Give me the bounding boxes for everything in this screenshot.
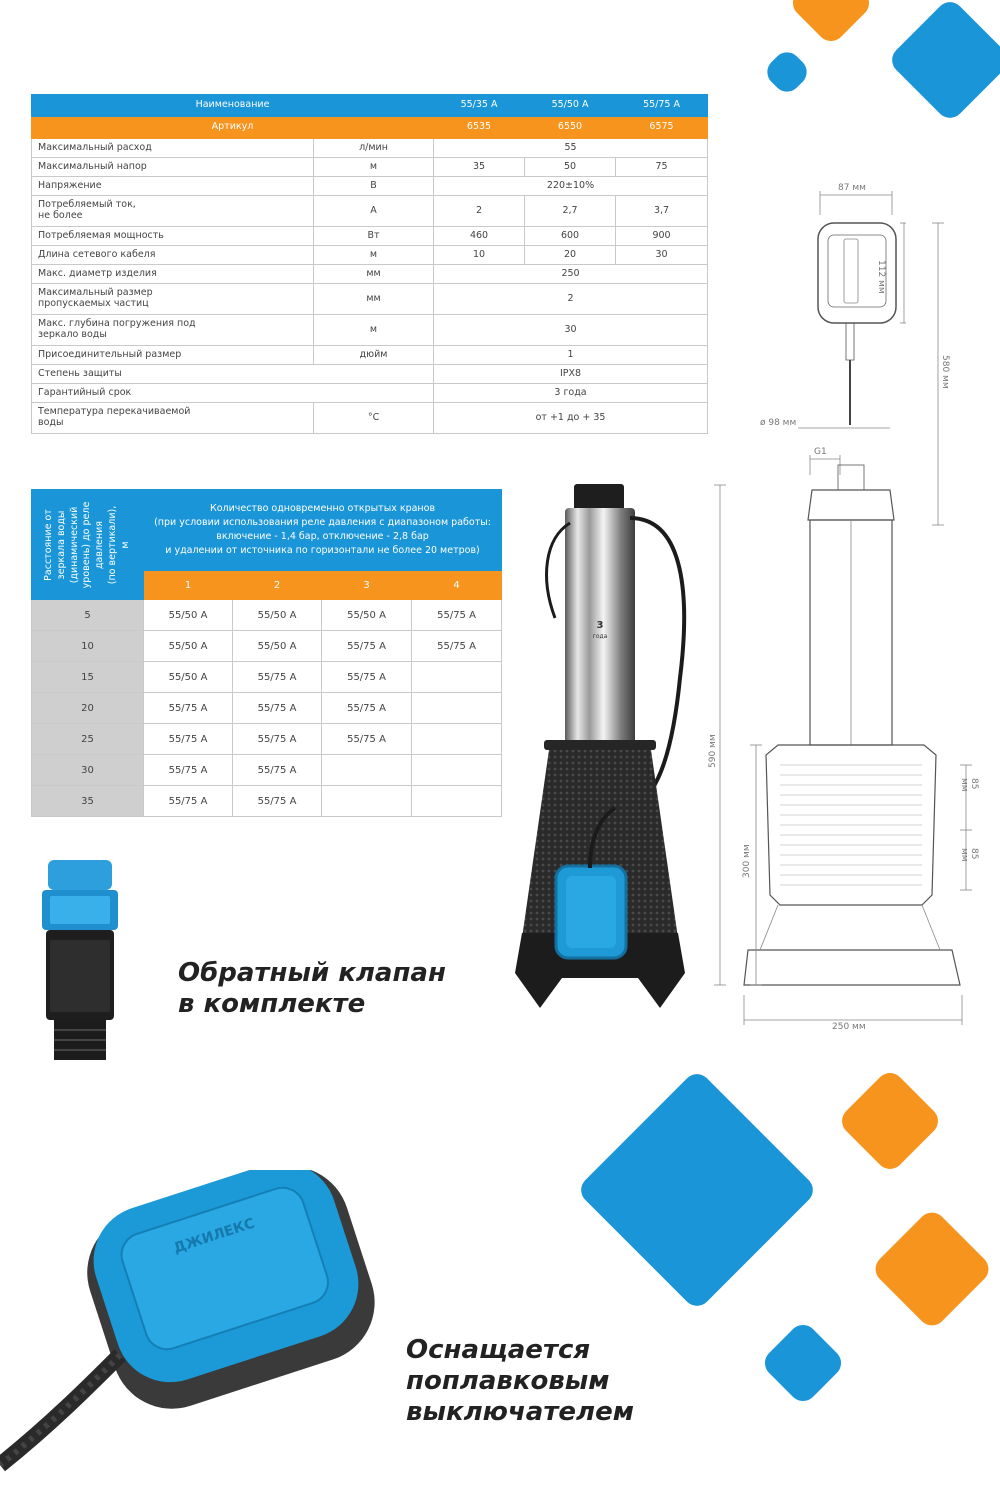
- dim-float-width: 87 мм: [838, 183, 866, 193]
- spec-value: 50: [525, 158, 616, 177]
- spec-row-warranty: [32, 384, 708, 403]
- model-cell: [412, 662, 502, 693]
- distance-header-line: Расстояние от: [42, 508, 54, 581]
- spec-param: Степень защиты: [32, 365, 434, 384]
- spec-param-line: воды: [38, 417, 64, 428]
- spec-value: от +1 до + 35: [434, 403, 708, 434]
- spec-unit: м: [314, 246, 434, 265]
- spec-value: 600: [525, 227, 616, 246]
- distance-value: 20: [32, 693, 144, 724]
- distance-header-line: (динамический: [68, 506, 80, 583]
- distance-header-line: (по вертикали),: [106, 505, 118, 584]
- model-cell: [322, 755, 412, 786]
- dim-section1: 85 мм: [959, 778, 979, 792]
- distance-header-line: давления: [93, 520, 105, 569]
- selection-table: [31, 489, 502, 817]
- pump-warranty-word: года: [592, 633, 608, 640]
- spec-param: Макс. диаметр изделия: [32, 265, 314, 284]
- spec-unit: м: [314, 315, 434, 346]
- spec-unit: Вт: [314, 227, 434, 246]
- model-cell: 55/75 A: [412, 600, 502, 631]
- spec-param: Присоединительный размер: [32, 346, 314, 365]
- spec-row-temperature: [32, 403, 708, 434]
- check-valve-image: [28, 860, 138, 1100]
- float-brand-text: ДЖИЛЕКС: [171, 1215, 257, 1257]
- float-switch-line: Оснащается: [406, 1335, 591, 1365]
- taps-header-line: (при условии использования реле давления с диапазоном работы:: [154, 517, 491, 529]
- spec-value: 250: [434, 265, 708, 284]
- decor-diamond-orange-top: [787, 0, 875, 47]
- spec-value: 75: [616, 158, 708, 177]
- spec-param-line: Температура перекачиваемой: [38, 406, 191, 418]
- model-cell: 55/75 A: [322, 693, 412, 724]
- model-cell: 55/75 A: [322, 631, 412, 662]
- taps-header-line: включение - 1,4 бар, отключение - 2,8 бар: [216, 531, 429, 542]
- distance-header: [32, 490, 144, 600]
- spec-unit: м: [314, 158, 434, 177]
- model-cell: 55/75 A: [233, 755, 322, 786]
- spec-value: 2,7: [525, 196, 616, 227]
- selection-row: [32, 631, 502, 662]
- model-cell: 55/75 A: [144, 786, 233, 817]
- model-cell: 55/75 A: [233, 724, 322, 755]
- spec-unit: дюйм: [314, 346, 434, 365]
- spec-value: 30: [434, 315, 708, 346]
- dim-thread: G1: [814, 447, 827, 457]
- spec-unit: А: [314, 196, 434, 227]
- spec-row-head: [32, 158, 708, 177]
- decor-diamond-blue-large: [575, 1068, 818, 1311]
- spec-row-flow: [32, 139, 708, 158]
- model-cell: 55/75 A: [322, 724, 412, 755]
- model-cell: 55/75 A: [144, 693, 233, 724]
- spec-param-line: Макс. глубина погружения под: [38, 318, 196, 330]
- selection-row: [32, 600, 502, 631]
- model-cell: 55/75 A: [233, 693, 322, 724]
- spec-unit: мм: [314, 284, 434, 315]
- float-switch-image: [0, 1170, 390, 1480]
- selection-row: [32, 786, 502, 817]
- spec-table: [31, 94, 708, 434]
- dim-base-width: 250 мм: [832, 1022, 866, 1032]
- spec-param-line: Максимальный размер: [38, 287, 153, 299]
- spec-row-connection: [32, 346, 708, 365]
- model-cell: 55/50 A: [144, 662, 233, 693]
- spec-param: [32, 403, 314, 434]
- distance-value: 30: [32, 755, 144, 786]
- pump-warranty-number: 3: [596, 620, 604, 631]
- decor-diamond-orange-mid: [836, 1067, 943, 1174]
- float-switch-line: поплавковым: [406, 1366, 610, 1397]
- distance-header-line: м: [119, 540, 131, 549]
- taps-count: 2: [233, 571, 322, 600]
- float-switch-caption: [406, 1335, 634, 1429]
- spec-header-row: [32, 95, 708, 117]
- model-cell: 55/50 A: [322, 600, 412, 631]
- float-switch-line: выключателем: [406, 1397, 634, 1428]
- model-cell: 55/75 A: [233, 662, 322, 693]
- taps-header: [144, 490, 502, 571]
- spec-unit: °С: [314, 403, 434, 434]
- spec-param: Максимальный напор: [32, 158, 314, 177]
- dim-pipe-diameter: ø 98 мм: [760, 418, 797, 428]
- spec-param: Гарантийный срок: [32, 384, 434, 403]
- spec-row-current: [32, 196, 708, 227]
- article-value: 6575: [616, 117, 708, 139]
- distance-header-text: [43, 495, 133, 595]
- model-cell: 55/50 A: [233, 631, 322, 662]
- spec-param-line: пропускаемых частиц: [38, 298, 149, 309]
- decor-diamond-blue-small: [759, 1319, 847, 1407]
- decor-diamond-blue-top-small: [762, 47, 813, 98]
- dim-base-height: 300 мм: [742, 844, 752, 878]
- spec-value: 460: [434, 227, 525, 246]
- taps-header-line: и удалении от источника по горизонтали не более 20 метров): [165, 544, 480, 556]
- model-55-35: 55/35 A: [434, 95, 525, 117]
- dim-section2: 85 мм: [959, 848, 979, 862]
- spec-unit: л/мин: [314, 139, 434, 158]
- selection-row: [32, 755, 502, 786]
- distance-header-line: зеркала воды: [55, 510, 67, 579]
- selection-row: [32, 662, 502, 693]
- spec-value: 30: [616, 246, 708, 265]
- spec-value: 20: [525, 246, 616, 265]
- spec-value: 2: [434, 196, 525, 227]
- distance-value: 35: [32, 786, 144, 817]
- spec-row-cable: [32, 246, 708, 265]
- dim-float-height: 112 мм: [876, 260, 886, 294]
- model-cell: 55/75 A: [144, 724, 233, 755]
- dim-total-height: 590 мм: [708, 734, 718, 768]
- spec-row-particles: [32, 284, 708, 315]
- check-valve-caption: [178, 958, 446, 1020]
- spec-value: 900: [616, 227, 708, 246]
- taps-count: 1: [144, 571, 233, 600]
- spec-value: 35: [434, 158, 525, 177]
- article-label: Артикул: [32, 117, 434, 139]
- spec-row-protection: [32, 365, 708, 384]
- distance-header-line: уровень) до реле: [81, 501, 93, 588]
- distance-value: 15: [32, 662, 144, 693]
- distance-value: 10: [32, 631, 144, 662]
- model-55-50: 55/50 A: [525, 95, 616, 117]
- decor-diamond-orange-right: [870, 1207, 994, 1331]
- taps-header-line: Количество одновременно открытых кранов: [209, 503, 436, 515]
- model-cell: 55/50 A: [144, 631, 233, 662]
- spec-value: 3 года: [434, 384, 708, 403]
- spec-row-diameter: [32, 265, 708, 284]
- model-cell: 55/50 A: [233, 600, 322, 631]
- spec-value: 55: [434, 139, 708, 158]
- article-value: 6550: [525, 117, 616, 139]
- spec-value: 2: [434, 284, 708, 315]
- article-value: 6535: [434, 117, 525, 139]
- spec-value: 10: [434, 246, 525, 265]
- model-cell: 55/50 A: [144, 600, 233, 631]
- model-cell: 55/75 A: [322, 662, 412, 693]
- selection-header-row: [32, 490, 502, 571]
- dim-cable-length: 580 мм: [940, 355, 950, 389]
- spec-param: Напряжение: [32, 177, 314, 196]
- spec-unit: мм: [314, 265, 434, 284]
- spec-param: Потребляемая мощность: [32, 227, 314, 246]
- spec-value: 3,7: [616, 196, 708, 227]
- spec-param-line: зеркало воды: [38, 329, 107, 340]
- model-cell: [412, 786, 502, 817]
- check-valve-line: в комплекте: [178, 989, 366, 1020]
- model-cell: [412, 724, 502, 755]
- model-cell: 55/75 A: [412, 631, 502, 662]
- model-cell: 55/75 A: [144, 755, 233, 786]
- dimension-drawing: [700, 175, 990, 1055]
- model-cell: [412, 693, 502, 724]
- spec-row-power: [32, 227, 708, 246]
- spec-value: 1: [434, 346, 708, 365]
- spec-param-line: не более: [38, 210, 83, 221]
- spec-value: IPX8: [434, 365, 708, 384]
- taps-count: 3: [322, 571, 412, 600]
- spec-value: 220±10%: [434, 177, 708, 196]
- model-55-75: 55/75 A: [616, 95, 708, 117]
- spec-article-row: [32, 117, 708, 139]
- taps-count: 4: [412, 571, 502, 600]
- spec-row-depth: [32, 315, 708, 346]
- spec-param: [32, 196, 314, 227]
- selection-row: [32, 693, 502, 724]
- spec-unit: В: [314, 177, 434, 196]
- spec-param: Максимальный расход: [32, 139, 314, 158]
- model-cell: [322, 786, 412, 817]
- selection-row: [32, 724, 502, 755]
- spec-param: [32, 284, 314, 315]
- model-cell: [412, 755, 502, 786]
- spec-param-line: Потребляемый ток,: [38, 199, 136, 211]
- decor-diamond-blue-top-large: [886, 0, 1000, 124]
- spec-param: Длина сетевого кабеля: [32, 246, 314, 265]
- spec-header-name: Наименование: [32, 95, 434, 117]
- distance-value: 5: [32, 600, 144, 631]
- model-cell: 55/75 A: [233, 786, 322, 817]
- spec-row-voltage: [32, 177, 708, 196]
- check-valve-line: Обратный клапан: [178, 958, 446, 988]
- pump-image: [510, 478, 695, 1013]
- distance-value: 25: [32, 724, 144, 755]
- spec-param: [32, 315, 314, 346]
